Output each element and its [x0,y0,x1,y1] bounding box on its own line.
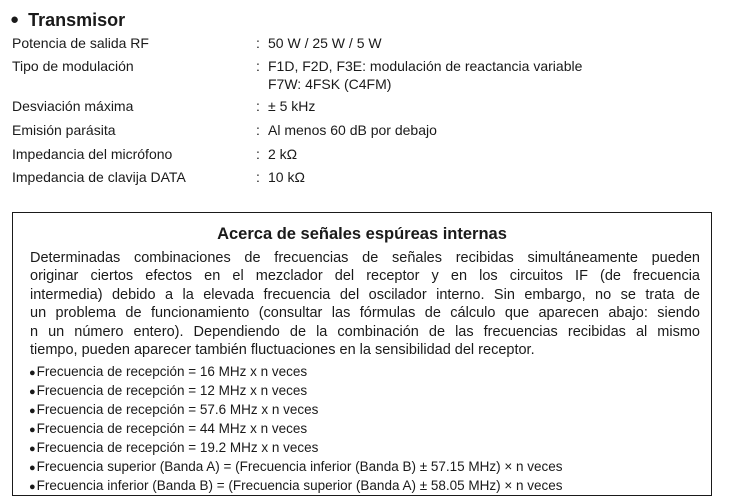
list-item-text: Frecuencia de recepción = 44 MHz x n veces [36,421,308,436]
spec-value: F7W: 4FSK (C4FM) [268,76,392,92]
info-box-title: Acerca de señales espúreas internas [217,225,507,243]
section-title [10,9,125,31]
paragraph-line: tiempo, pueden aparecer también fluctuaciones en la sensibilidad del receptor. [30,342,535,359]
list-item [29,363,563,382]
paragraph-line: intermedia) debido a la elevada frecuencia del oscilador interno. Sin embargo, no se trata de [30,286,700,303]
bullet-icon: ● [29,367,36,379]
bullet-icon: ● [29,462,36,474]
bullet-icon: ● [29,405,36,417]
paragraph-line: Determinadas combinaciones de frecuencias de señales recibidas simultáneamente pueden [30,250,700,266]
spec-colon: : [256,35,260,51]
paragraph-line: originar ciertos efectos en el mezclador del receptor y en los circuitos IF (de frecuencia [30,268,700,285]
frequency-list [29,363,563,496]
paragraph-line: un problema de funcionamiento (consultar las fórmulas de cálculo que aparecen abajo: siendo [30,305,700,322]
bullet-icon: ● [29,386,36,398]
paragraph-line: n un número entero). Dependiendo de la combinación de las frecuencias recibidas al mismo [30,323,700,340]
spec-value: 2 kΩ [268,146,298,162]
spec-label: Impedancia de clavija DATA [12,169,186,185]
list-item [29,458,563,477]
spec-colon: : [256,169,260,185]
list-item-text: Frecuencia de recepción = 19.2 MHz x n veces [36,440,319,455]
info-box [12,212,712,496]
list-item-text: Frecuencia de recepción = 57.6 MHz x n veces [36,402,319,417]
list-item-text: Frecuencia inferior (Banda B) = (Frecuencia superior (Banda A) ± 58.05 MHz) × n veces [36,478,563,493]
list-item [29,420,563,439]
list-item [29,477,563,496]
spec-colon: : [256,146,260,162]
spec-colon: : [256,122,260,138]
spec-label: Desviación máxima [12,98,134,114]
spec-value: ± 5 kHz [268,98,316,114]
spec-colon: : [256,58,260,74]
list-item [29,382,563,401]
list-item-text: Frecuencia de recepción = 16 MHz x n veces [36,364,308,379]
section-title-text: Transmisor [28,10,126,30]
spec-value: F1D, F2D, F3E: modulación de reactancia variable [268,58,583,74]
spec-colon: : [256,98,260,114]
bullet-icon: ● [29,424,36,436]
list-item-text: Frecuencia de recepción = 12 MHz x n veces [36,383,308,398]
bullet-icon: ● [29,481,36,493]
spec-value: 10 kΩ [268,169,305,185]
list-item [29,439,563,458]
info-box-paragraph [30,249,700,359]
spec-value: Al menos 60 dB por debajo [268,122,437,138]
list-item [29,401,563,420]
bullet-icon: ● [29,443,36,455]
spec-label: Potencia de salida RF [12,35,149,51]
bullet-icon: ● [10,11,20,28]
spec-value: 50 W / 25 W / 5 W [268,35,382,51]
spec-label: Impedancia del micrófono [12,146,173,162]
spec-label: Emisión parásita [12,122,116,138]
spec-label: Tipo de modulación [12,58,134,74]
list-item-text: Frecuencia superior (Banda A) = (Frecuencia inferior (Banda B) ± 57.15 MHz) × n veces [36,459,563,474]
